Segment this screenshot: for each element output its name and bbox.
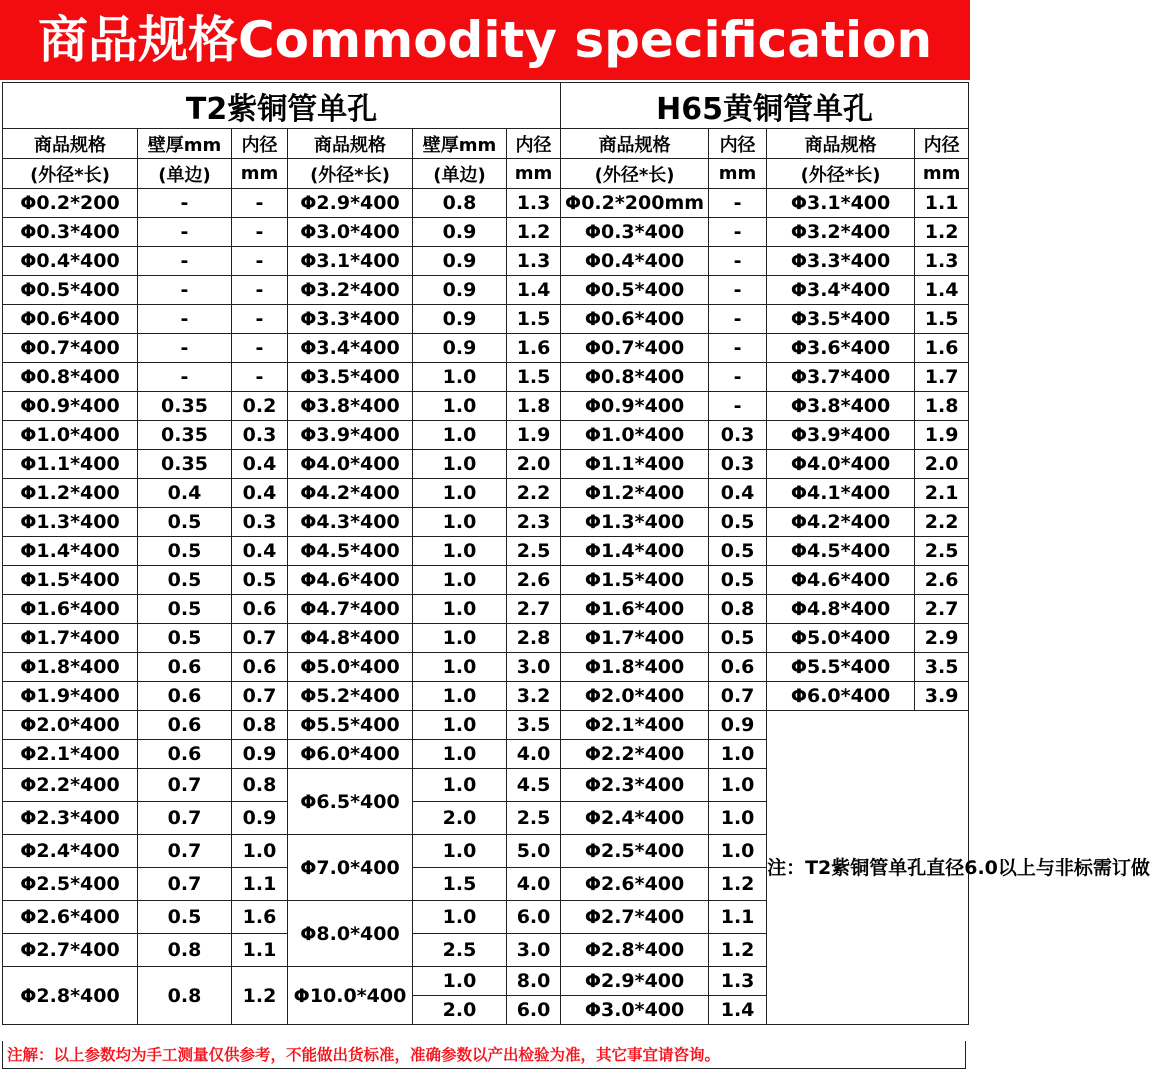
wall-cell: 1.0 <box>413 479 507 508</box>
spec-cell: Φ4.0*400 <box>767 450 915 479</box>
table-row <box>3 218 969 247</box>
inner-cell: 1.2 <box>915 218 969 247</box>
inner-cell: - <box>709 305 767 334</box>
spec-cell: Φ3.5*400 <box>767 305 915 334</box>
inner-cell: 6.0 <box>507 901 561 934</box>
spec-cell: Φ0.3*400 <box>3 218 138 247</box>
inner-cell: 0.7 <box>709 682 767 711</box>
spec-cell: Φ0.2*200mm <box>561 189 709 218</box>
footer-note: 注解：以上参数均为手工测量仅供参考，不能做出货标准，准确参数以产出检验为准，其它事宜请咨询。 <box>2 1041 966 1069</box>
inner-cell: 1.0 <box>709 802 767 835</box>
spec-cell: Φ4.5*400 <box>767 537 915 566</box>
inner-cell: - <box>232 247 288 276</box>
inner-cell: 1.9 <box>915 421 969 450</box>
inner-cell: 2.8 <box>507 624 561 653</box>
spec-cell: Φ3.5*400 <box>288 363 413 392</box>
spec-cell: Φ1.3*400 <box>561 508 709 537</box>
spec-cell: Φ1.5*400 <box>561 566 709 595</box>
spec-cell: Φ2.2*400 <box>561 740 709 769</box>
inner-cell: 4.0 <box>507 740 561 769</box>
spec-cell: Φ2.7*400 <box>3 934 138 967</box>
inner-cell: 1.1 <box>232 868 288 901</box>
table-row <box>3 421 969 450</box>
spec-cell: Φ1.6*400 <box>561 595 709 624</box>
spec-cell: Φ1.2*400 <box>561 479 709 508</box>
wall-cell: 0.7 <box>138 802 232 835</box>
inner-cell: 0.4 <box>709 479 767 508</box>
inner-cell: 1.2 <box>507 218 561 247</box>
spec-cell: Φ1.3*400 <box>3 508 138 537</box>
inner-cell: 0.4 <box>232 450 288 479</box>
wall-cell: 0.6 <box>138 711 232 740</box>
spec-cell: Φ0.4*400 <box>3 247 138 276</box>
inner-cell: 1.3 <box>507 247 561 276</box>
inner-cell: - <box>709 247 767 276</box>
inner-cell: 1.6 <box>915 334 969 363</box>
inner-cell: 1.5 <box>507 363 561 392</box>
spec-cell: Φ10.0*400 <box>288 967 413 1025</box>
wall-cell: 0.8 <box>138 934 232 967</box>
inner-cell: 0.2 <box>232 392 288 421</box>
spec-cell: Φ2.3*400 <box>3 802 138 835</box>
inner-cell: - <box>709 334 767 363</box>
inner-cell: 0.5 <box>709 624 767 653</box>
header-spec-sub: (外径*长) <box>561 159 709 189</box>
wall-cell: 0.6 <box>138 740 232 769</box>
spec-cell: Φ4.2*400 <box>767 508 915 537</box>
wall-cell: - <box>138 305 232 334</box>
header-spec: 商品规格 <box>767 129 915 159</box>
wall-cell: 0.35 <box>138 421 232 450</box>
inner-cell: - <box>232 189 288 218</box>
wall-cell: 2.5 <box>413 934 507 967</box>
inner-cell: 2.3 <box>507 508 561 537</box>
header-inner-sub: mm <box>709 159 767 189</box>
inner-cell: 1.8 <box>507 392 561 421</box>
wall-cell: 2.0 <box>413 802 507 835</box>
wall-cell: 0.9 <box>413 247 507 276</box>
inner-cell: - <box>709 363 767 392</box>
table-row <box>3 508 969 537</box>
wall-cell: 0.7 <box>138 835 232 868</box>
table-row <box>3 276 969 305</box>
spec-cell: Φ1.6*400 <box>3 595 138 624</box>
wall-cell: 1.0 <box>413 421 507 450</box>
wall-cell: 1.0 <box>413 711 507 740</box>
inner-cell: 2.6 <box>507 566 561 595</box>
inner-cell: 2.7 <box>507 595 561 624</box>
inner-cell: 1.1 <box>709 901 767 934</box>
spec-cell: Φ2.6*400 <box>3 901 138 934</box>
inner-cell: - <box>232 218 288 247</box>
spec-cell: Φ1.7*400 <box>3 624 138 653</box>
spec-cell: Φ0.9*400 <box>3 392 138 421</box>
inner-cell: - <box>709 392 767 421</box>
inner-cell: 1.1 <box>915 189 969 218</box>
spec-cell: Φ3.4*400 <box>767 276 915 305</box>
spec-cell: Φ1.2*400 <box>3 479 138 508</box>
wall-cell: 2.0 <box>413 996 507 1025</box>
wall-cell: 1.0 <box>413 653 507 682</box>
header-wall: 壁厚mm <box>413 129 507 159</box>
inner-cell: 1.0 <box>709 835 767 868</box>
inner-cell: 1.3 <box>507 189 561 218</box>
wall-cell: - <box>138 189 232 218</box>
spec-cell: Φ1.1*400 <box>3 450 138 479</box>
wall-cell: 1.0 <box>413 835 507 868</box>
wall-cell: 0.6 <box>138 682 232 711</box>
spec-cell: Φ0.6*400 <box>561 305 709 334</box>
header-spec-sub: (外径*长) <box>3 159 138 189</box>
inner-cell: 5.0 <box>507 835 561 868</box>
table-row <box>3 305 969 334</box>
inner-cell: - <box>709 276 767 305</box>
spec-cell: Φ3.8*400 <box>288 392 413 421</box>
inner-cell: 0.3 <box>709 450 767 479</box>
spec-cell: Φ3.1*400 <box>288 247 413 276</box>
spec-cell: Φ0.8*400 <box>561 363 709 392</box>
header-spec: 商品规格 <box>561 129 709 159</box>
header-spec-sub: (外径*长) <box>767 159 915 189</box>
inner-cell: - <box>232 363 288 392</box>
spec-cell: Φ2.9*400 <box>561 967 709 996</box>
wall-cell: 1.0 <box>413 392 507 421</box>
spec-cell: Φ0.7*400 <box>3 334 138 363</box>
wall-cell: 0.5 <box>138 624 232 653</box>
inner-cell: 0.8 <box>232 711 288 740</box>
inner-cell: 2.0 <box>507 450 561 479</box>
spec-cell: Φ1.5*400 <box>3 566 138 595</box>
inner-cell: 1.2 <box>232 967 288 1025</box>
wall-cell: 0.8 <box>413 189 507 218</box>
spec-cell: Φ3.4*400 <box>288 334 413 363</box>
spec-cell: Φ5.2*400 <box>288 682 413 711</box>
inner-cell: - <box>232 276 288 305</box>
inner-cell: - <box>709 189 767 218</box>
inner-cell: 0.5 <box>232 566 288 595</box>
inner-cell: 1.3 <box>709 967 767 996</box>
header-inner-sub: mm <box>232 159 288 189</box>
spec-cell: Φ1.0*400 <box>3 421 138 450</box>
spec-cell: Φ2.0*400 <box>561 682 709 711</box>
spec-cell: Φ4.7*400 <box>288 595 413 624</box>
spec-cell: Φ1.8*400 <box>3 653 138 682</box>
inner-cell: 0.9 <box>709 711 767 740</box>
wall-cell: 1.0 <box>413 682 507 711</box>
inner-cell: 4.5 <box>507 769 561 802</box>
spec-cell: Φ3.2*400 <box>767 218 915 247</box>
table-row <box>3 682 969 711</box>
spec-cell: Φ2.0*400 <box>3 711 138 740</box>
inner-cell: 0.7 <box>232 682 288 711</box>
wall-cell: 0.9 <box>413 276 507 305</box>
spec-cell: Φ0.9*400 <box>561 392 709 421</box>
spec-cell: Φ2.7*400 <box>561 901 709 934</box>
table-row <box>3 537 969 566</box>
spec-cell: Φ4.8*400 <box>288 624 413 653</box>
spec-cell: Φ4.1*400 <box>767 479 915 508</box>
header-inner: 内径 <box>915 129 969 159</box>
inner-cell: 0.6 <box>232 595 288 624</box>
wall-cell: 1.0 <box>413 508 507 537</box>
spec-cell: Φ2.3*400 <box>561 769 709 802</box>
wall-cell: 0.9 <box>413 218 507 247</box>
spec-cell: Φ7.0*400 <box>288 835 413 901</box>
inner-cell: 0.9 <box>232 802 288 835</box>
header-inner: 内径 <box>232 129 288 159</box>
spec-cell: Φ3.0*400 <box>561 996 709 1025</box>
inner-cell: 0.8 <box>232 769 288 802</box>
spec-cell: Φ4.8*400 <box>767 595 915 624</box>
inner-cell: 3.5 <box>915 653 969 682</box>
wall-cell: 0.35 <box>138 450 232 479</box>
table-row <box>3 566 969 595</box>
wall-cell: 0.6 <box>138 653 232 682</box>
table-row <box>3 624 969 653</box>
spec-cell: Φ1.7*400 <box>561 624 709 653</box>
spec-cell: Φ0.6*400 <box>3 305 138 334</box>
inner-cell: 0.3 <box>232 508 288 537</box>
spec-cell: Φ0.7*400 <box>561 334 709 363</box>
spec-cell: Φ5.0*400 <box>767 624 915 653</box>
wall-cell: 0.5 <box>138 508 232 537</box>
spec-cell: Φ0.3*400 <box>561 218 709 247</box>
inner-cell: 3.9 <box>915 682 969 711</box>
spec-cell: Φ2.8*400 <box>3 967 138 1025</box>
wall-cell: 0.9 <box>413 334 507 363</box>
wall-cell: - <box>138 363 232 392</box>
inner-cell: 2.6 <box>915 566 969 595</box>
inner-cell: 1.2 <box>709 934 767 967</box>
inner-cell: 2.5 <box>915 537 969 566</box>
inner-cell: 1.1 <box>232 934 288 967</box>
wall-cell: 0.4 <box>138 479 232 508</box>
wall-cell: - <box>138 276 232 305</box>
inner-cell: 0.6 <box>709 653 767 682</box>
inner-cell: 0.3 <box>709 421 767 450</box>
inner-cell: 3.0 <box>507 934 561 967</box>
inner-cell: 1.6 <box>232 901 288 934</box>
spec-cell: Φ5.5*400 <box>288 711 413 740</box>
table-row <box>3 653 969 682</box>
table-row <box>3 334 969 363</box>
inner-cell: 0.4 <box>232 479 288 508</box>
inner-cell: 1.4 <box>709 996 767 1025</box>
spec-cell: Φ0.8*400 <box>3 363 138 392</box>
spec-cell: Φ4.2*400 <box>288 479 413 508</box>
spec-cell: Φ6.5*400 <box>288 769 413 835</box>
spec-cell: Φ4.3*400 <box>288 508 413 537</box>
wall-cell: 0.35 <box>138 392 232 421</box>
inner-cell: 0.5 <box>709 566 767 595</box>
spec-cell: Φ3.3*400 <box>288 305 413 334</box>
header-inner: 内径 <box>507 129 561 159</box>
wall-cell: 1.5 <box>413 868 507 901</box>
header-inner-sub: mm <box>507 159 561 189</box>
spec-cell: Φ2.5*400 <box>561 835 709 868</box>
table-row <box>3 247 969 276</box>
inner-cell: 1.4 <box>507 276 561 305</box>
spec-cell: Φ2.6*400 <box>561 868 709 901</box>
inner-cell: 0.7 <box>232 624 288 653</box>
spec-cell: Φ1.4*400 <box>561 537 709 566</box>
inner-cell: - <box>232 305 288 334</box>
spec-cell: Φ2.9*400 <box>288 189 413 218</box>
inner-cell: 1.2 <box>709 868 767 901</box>
wall-cell: 0.5 <box>138 537 232 566</box>
inner-cell: 1.0 <box>232 835 288 868</box>
table-row <box>3 450 969 479</box>
inner-cell: 3.2 <box>507 682 561 711</box>
wall-cell: 0.9 <box>413 305 507 334</box>
spec-cell: Φ8.0*400 <box>288 901 413 967</box>
inner-cell: 1.5 <box>507 305 561 334</box>
spec-cell: Φ5.5*400 <box>767 653 915 682</box>
wall-cell: - <box>138 218 232 247</box>
table-row <box>3 595 969 624</box>
inner-cell: 1.5 <box>915 305 969 334</box>
wall-cell: 1.0 <box>413 363 507 392</box>
spec-cell: Φ3.7*400 <box>767 363 915 392</box>
inner-cell: 1.6 <box>507 334 561 363</box>
inner-cell: 2.9 <box>915 624 969 653</box>
section-title-h65: H65黄铜管单孔 <box>561 83 969 129</box>
table-row <box>3 189 969 218</box>
inner-cell: 0.6 <box>232 653 288 682</box>
inner-cell: 3.0 <box>507 653 561 682</box>
spec-cell: Φ2.1*400 <box>561 711 709 740</box>
inner-cell: 2.7 <box>915 595 969 624</box>
header-spec: 商品规格 <box>3 129 138 159</box>
wall-cell: - <box>138 334 232 363</box>
table-row <box>3 392 969 421</box>
inner-cell: 1.7 <box>915 363 969 392</box>
spec-cell: Φ0.4*400 <box>561 247 709 276</box>
spec-cell: Φ6.0*400 <box>767 682 915 711</box>
section-title-t2: T2紫铜管单孔 <box>3 83 561 129</box>
wall-cell: 1.0 <box>413 624 507 653</box>
table-row <box>3 363 969 392</box>
spec-cell: Φ3.8*400 <box>767 392 915 421</box>
inner-cell: 1.0 <box>709 740 767 769</box>
spec-cell: Φ2.1*400 <box>3 740 138 769</box>
table-row <box>3 711 969 740</box>
wall-cell: 0.5 <box>138 901 232 934</box>
inner-cell: 1.0 <box>709 769 767 802</box>
header-inner-sub: mm <box>915 159 969 189</box>
spec-cell: Φ6.0*400 <box>288 740 413 769</box>
inner-cell: 0.8 <box>709 595 767 624</box>
order-note: 注：T2紫铜管单孔直径6.0以上与非标需订做 <box>767 711 969 1025</box>
spec-cell: Φ3.9*400 <box>767 421 915 450</box>
inner-cell: 8.0 <box>507 967 561 996</box>
spec-cell: Φ2.4*400 <box>561 802 709 835</box>
spec-table <box>2 82 1150 1025</box>
inner-cell: 2.1 <box>915 479 969 508</box>
inner-cell: 2.2 <box>507 479 561 508</box>
inner-cell: 3.5 <box>507 711 561 740</box>
spec-cell: Φ1.9*400 <box>3 682 138 711</box>
inner-cell: 0.9 <box>232 740 288 769</box>
header-spec: 商品规格 <box>288 129 413 159</box>
inner-cell: 0.5 <box>709 508 767 537</box>
inner-cell: - <box>232 334 288 363</box>
table-row <box>3 479 969 508</box>
inner-cell: 2.5 <box>507 802 561 835</box>
header-inner: 内径 <box>709 129 767 159</box>
wall-cell: - <box>138 247 232 276</box>
header-spec-sub: (外径*长) <box>288 159 413 189</box>
wall-cell: 0.5 <box>138 566 232 595</box>
spec-cell: Φ1.1*400 <box>561 450 709 479</box>
wall-cell: 1.0 <box>413 537 507 566</box>
inner-cell: 0.3 <box>232 421 288 450</box>
header-wall: 壁厚mm <box>138 129 232 159</box>
spec-cell: Φ3.2*400 <box>288 276 413 305</box>
wall-cell: 1.0 <box>413 740 507 769</box>
header-wall-sub: (单边) <box>138 159 232 189</box>
inner-cell: 1.3 <box>915 247 969 276</box>
wall-cell: 1.0 <box>413 967 507 996</box>
inner-cell: 6.0 <box>507 996 561 1025</box>
inner-cell: - <box>709 218 767 247</box>
inner-cell: 2.5 <box>507 537 561 566</box>
spec-cell: Φ3.9*400 <box>288 421 413 450</box>
wall-cell: 0.7 <box>138 868 232 901</box>
spec-cell: Φ1.8*400 <box>561 653 709 682</box>
spec-cell: Φ5.0*400 <box>288 653 413 682</box>
spec-cell: Φ2.4*400 <box>3 835 138 868</box>
wall-cell: 1.0 <box>413 595 507 624</box>
wall-cell: 1.0 <box>413 901 507 934</box>
inner-cell: 0.5 <box>709 537 767 566</box>
inner-cell: 1.9 <box>507 421 561 450</box>
spec-cell: Φ3.0*400 <box>288 218 413 247</box>
spec-cell: Φ1.4*400 <box>3 537 138 566</box>
inner-cell: 2.2 <box>915 508 969 537</box>
inner-cell: 1.4 <box>915 276 969 305</box>
spec-cell: Φ4.6*400 <box>767 566 915 595</box>
page-title: 商品规格Commodity specification <box>0 0 970 80</box>
spec-cell: Φ4.0*400 <box>288 450 413 479</box>
wall-cell: 1.0 <box>413 769 507 802</box>
inner-cell: 0.4 <box>232 537 288 566</box>
wall-cell: 0.5 <box>138 595 232 624</box>
spec-cell: Φ4.6*400 <box>288 566 413 595</box>
spec-cell: Φ3.1*400 <box>767 189 915 218</box>
spec-cell: Φ2.5*400 <box>3 868 138 901</box>
spec-cell: Φ0.2*200 <box>3 189 138 218</box>
wall-cell: 0.8 <box>138 967 232 1025</box>
spec-cell: Φ2.8*400 <box>561 934 709 967</box>
spec-cell: Φ1.0*400 <box>561 421 709 450</box>
spec-cell: Φ3.3*400 <box>767 247 915 276</box>
spec-cell: Φ4.5*400 <box>288 537 413 566</box>
wall-cell: 1.0 <box>413 566 507 595</box>
spec-cell: Φ3.6*400 <box>767 334 915 363</box>
inner-cell: 4.0 <box>507 868 561 901</box>
wall-cell: 0.7 <box>138 769 232 802</box>
inner-cell: 1.8 <box>915 392 969 421</box>
spec-cell: Φ2.2*400 <box>3 769 138 802</box>
inner-cell: 2.0 <box>915 450 969 479</box>
wall-cell: 1.0 <box>413 450 507 479</box>
header-wall-sub: (单边) <box>413 159 507 189</box>
spec-cell: Φ0.5*400 <box>561 276 709 305</box>
spec-cell: Φ0.5*400 <box>3 276 138 305</box>
